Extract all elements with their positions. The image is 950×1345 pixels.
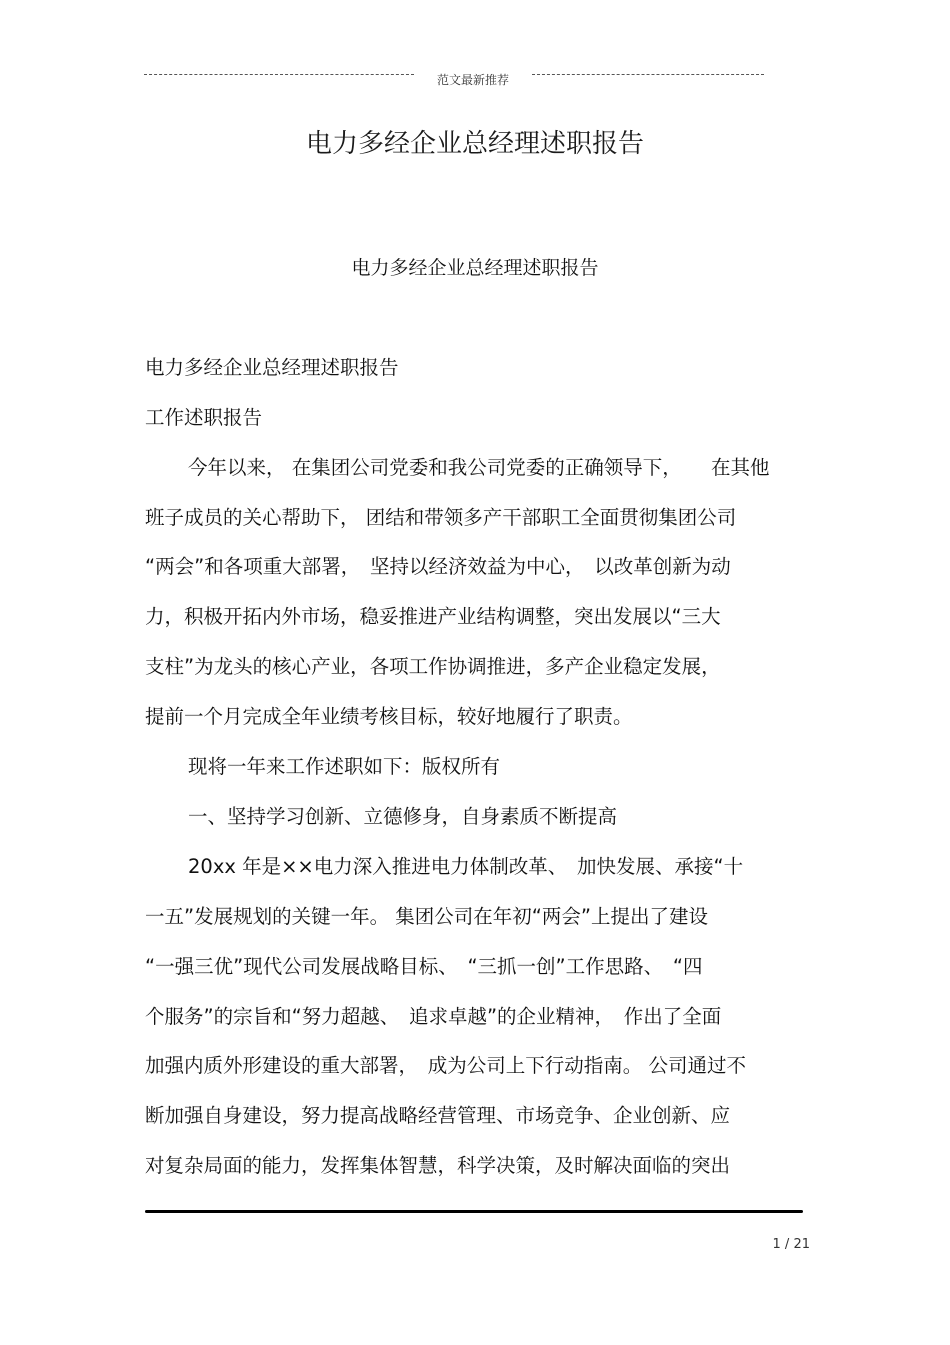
body-line: 对复杂局面的能力，发挥集体智慧，科学决策，及时解决面临的突出 xyxy=(145,1154,731,1177)
body-line: 断加强自身建设，努力提高战略经营管理、市场竞争、企业创新、应 xyxy=(145,1104,731,1127)
body-line: 力，积极开拓内外市场，稳妥推进产业结构调整，突出发展以“三大 xyxy=(145,605,721,628)
body-line: 现将一年来工作述职如下：版权所有 xyxy=(188,755,501,778)
body-line: 支柱”为龙头的核心产业，各项工作协调推进，多产企业稳定发展， xyxy=(145,655,721,678)
body-line: 提前一个月完成全年业绩考核目标，较好地履行了职责。 xyxy=(145,705,633,728)
header-dashed-rule-left xyxy=(144,74,414,75)
body-line: “两会”和各项重大部署， 坚持以经济效益为中心， 以改革创新为动 xyxy=(145,555,731,578)
footer-rule xyxy=(145,1210,803,1213)
body-line: 今年以来， 在集团公司党委和我公司党委的正确领导下， 在其他 xyxy=(188,456,770,479)
page-indicator: 1 / 21 xyxy=(772,1237,810,1252)
body-line: 20xx 年是××电力深入推进电力体制改革、 加快发展、承接“十 xyxy=(188,855,744,878)
header-dashed-rule-right xyxy=(532,74,764,75)
body-line: 电力多经企业总经理述职报告 xyxy=(145,356,399,379)
body-line: 一五”发展规划的关键一年。 集团公司在年初“两会”上提出了建设 xyxy=(145,905,709,928)
body-line: 班子成员的关心帮助下， 团结和带领多产干部职工全面贯彻集团公司 xyxy=(145,506,737,529)
body-line: “一强三优”现代公司发展战略目标、 “三抓一创”工作思路、 “四 xyxy=(145,955,703,978)
section-heading: 一、坚持学习创新、立德修身，自身素质不断提高 xyxy=(188,805,618,828)
body-line: 个服务”的宗旨和“努力超越、 追求卓越”的企业精神， 作出了全面 xyxy=(145,1005,722,1028)
body-line: 加强内质外形建设的重大部署， 成为公司上下行动指南。 公司通过不 xyxy=(145,1054,746,1077)
document-title: 电力多经企业总经理述职报告 xyxy=(305,129,644,159)
document-subtitle: 电力多经企业总经理述职报告 xyxy=(351,257,599,279)
body-line: 工作述职报告 xyxy=(145,406,263,429)
header-label: 范文最新推荐 xyxy=(436,73,509,87)
